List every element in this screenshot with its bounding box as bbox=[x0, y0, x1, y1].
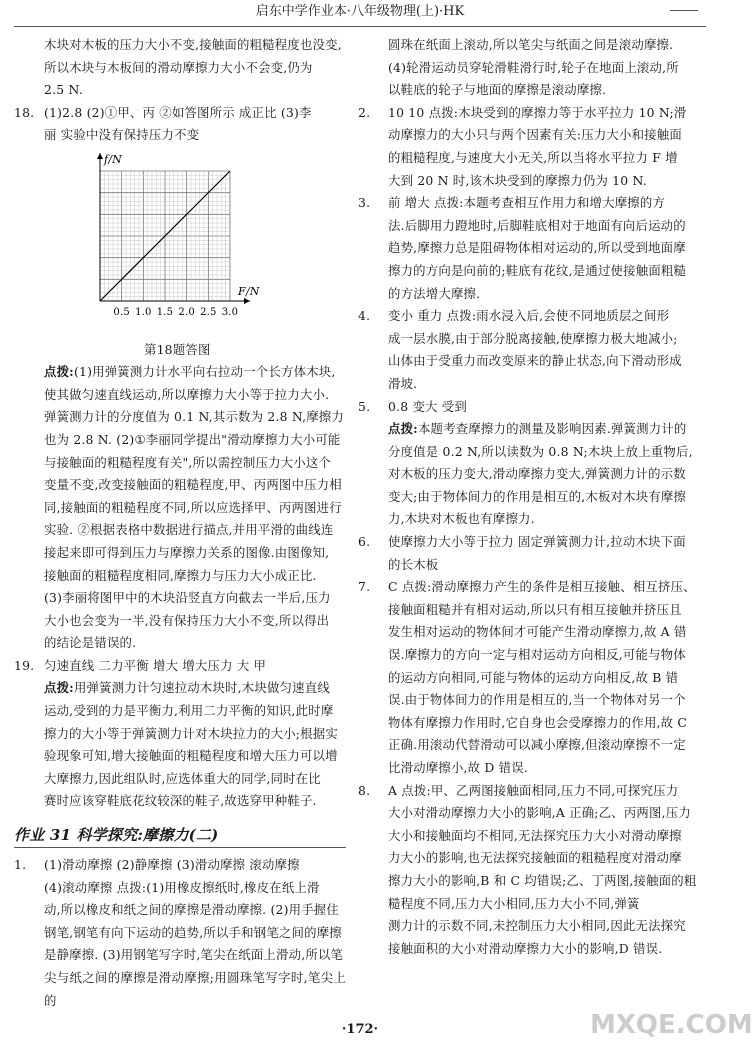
hint-line: 接起来即可得到压力与摩擦力关系的图像.由图像知, bbox=[44, 544, 330, 560]
header-title: 启东中学作业本·八年级物理(上)·HK bbox=[255, 4, 465, 19]
answer-line: (4)滚动摩擦 点拨:(1)用橡皮擦纸时,橡皮在纸上滑 bbox=[44, 879, 320, 895]
answer-line: 10 10 点拨:木块受到的摩擦力等于水平拉力 10 N;滑 bbox=[388, 104, 687, 120]
answer-line: 发生相对运动的物体间才可能产生滑动摩擦力,故 A 错 bbox=[388, 624, 687, 640]
text-line: 所以木块与木板间的滑动摩擦力大小不会变,仍为 bbox=[44, 59, 313, 75]
q1-continuation bbox=[358, 34, 708, 102]
answer-line: 接触面粗糙并有相对运动,所以只有相互接触并挤压且 bbox=[388, 601, 682, 617]
x-tick-label: 1.5 bbox=[156, 306, 174, 318]
header-rule bbox=[14, 26, 706, 27]
x-tick-label: 0.5 bbox=[113, 306, 130, 318]
hint-line: 实验. ②根据表格中数据进行描点,并用平滑的曲线连 bbox=[44, 522, 334, 538]
question-number: 5. bbox=[358, 398, 371, 414]
hint-line: 验现象可知,增大接触面的粗糙程度和增大压力可以增 bbox=[44, 748, 338, 764]
answer-line: 使摩擦力大小等于拉力 固定弹簧测力计,拉动木块下面 bbox=[388, 534, 686, 550]
answer-line: 正确.用滚动代替滑动可以减小摩擦,但滚动摩擦不一定 bbox=[388, 737, 686, 753]
question-1 bbox=[14, 854, 346, 1012]
answer-line: 尖与纸之间的摩擦是滑动摩擦;用圆珠笔写字时,笔尖上的 bbox=[44, 970, 346, 1008]
hint-line: 运动,受到的力是平衡力,利用二力平衡的知识,此时摩 bbox=[44, 703, 334, 719]
question-5 bbox=[358, 396, 708, 532]
answer-line: 山体由于受重力而改变原来的静止状态,向下滑动形成 bbox=[388, 353, 682, 369]
answer-line: 法.后脚用力蹬地时,后脚鞋底相对于地面有向后运动的 bbox=[388, 217, 686, 233]
hint-line: 弹簧测力计的分度值为 0.1 N,其示数为 2.8 N,摩擦力 bbox=[44, 409, 344, 425]
answer-line: 擦力的方向是向前的;鞋底有花纹,是通过使接触面粗糙 bbox=[388, 262, 687, 278]
chart-caption: 第18题答图 bbox=[144, 341, 211, 357]
answer-line: 成一层水膜,由于部分脱离接触,使摩擦力极大地减小; bbox=[388, 330, 678, 346]
answer-line: 的粗糙程度,与速度大小无关,所以当将水平拉力 F 增 bbox=[388, 149, 678, 165]
hint-label: 点拨: bbox=[388, 421, 418, 437]
answer-line: 趋势,摩擦力总是阻碍物体相对运动的,所以受到地面摩 bbox=[388, 240, 686, 256]
hint-line: 的结论是错误的. bbox=[44, 635, 137, 651]
answer-line: C 点拨:滑动摩擦力产生的条件是相互接触、相互挤压、 bbox=[388, 579, 696, 595]
hint-label: 点拨: bbox=[44, 364, 74, 380]
answer-line: 是静摩擦. (3)用钢笔写字时,笔尖在纸面上滑动,所以笔 bbox=[44, 947, 344, 963]
answer-line: 误.摩擦力的方向一定与相对运动方向相反,可能与物体 bbox=[388, 647, 686, 663]
header-dash bbox=[670, 10, 698, 11]
text-line: 2.5 N. bbox=[44, 82, 83, 98]
hint-label: 点拨: bbox=[44, 680, 74, 696]
question-18 bbox=[14, 102, 346, 147]
hint-line: 对木板的压力变大,滑动摩擦力变大,弹簧测力计的示数 bbox=[388, 466, 686, 482]
page-number: ·172· bbox=[341, 1022, 379, 1037]
question-number: 1. bbox=[14, 857, 27, 873]
hint-line: 用弹簧测力计匀速拉动木块时,木块做匀速直线 bbox=[73, 680, 330, 696]
right-column bbox=[358, 34, 708, 960]
text-line: 圆珠在纸面上滚动,所以笔尖与纸面之间是滚动摩擦. bbox=[388, 37, 674, 52]
hint-line: 大摩擦力,因此组队时,应选体重大的同学,同时在比 bbox=[44, 770, 321, 786]
question-number: 7. bbox=[358, 579, 371, 595]
question-7 bbox=[358, 576, 708, 779]
hint-line: 使其做匀速直线运动,所以摩擦力大小等于拉力大小. bbox=[44, 386, 330, 402]
answer-line: (1)滑动摩擦 (2)静摩擦 (3)滑动摩擦 滚动摩擦 bbox=[44, 857, 300, 873]
answer-line: 大小和接触面均不相同,无法探究压力大小对滑动摩擦 bbox=[388, 827, 682, 843]
answer-line: 大到 20 N 时,该木块受到的摩擦力仍为 10 N. bbox=[388, 172, 647, 188]
answer-line: A 点拨:甲、乙两图接触面相同,压力不同,可探究压力 bbox=[388, 782, 679, 798]
question-2 bbox=[358, 102, 708, 192]
answer-line: 前 增大 点拨:本题考查相互作用力和增大摩擦的方 bbox=[388, 195, 666, 211]
answer-line: 糙程度不同,压力大小相同,压力大小不同,弹簧 bbox=[388, 895, 640, 911]
question-8 bbox=[358, 780, 708, 961]
answer-line: 测力计的示数不同,未控制压力大小相同,因此无法探究 bbox=[388, 918, 686, 934]
y-axis-arrow bbox=[97, 153, 103, 159]
question-number: 8. bbox=[358, 782, 371, 798]
question-number: 19. bbox=[14, 657, 35, 673]
question-number: 3. bbox=[358, 195, 371, 211]
watermark-logo: MXQE.COM bbox=[590, 1010, 753, 1040]
answer-line: 的运动方向相同,可能与物体的运动方向相反,故 B 错 bbox=[388, 669, 679, 685]
x-axis-arrow bbox=[244, 298, 250, 304]
hint-line: 本题考查摩擦力的测量及影响因素.弹簧测力计的 bbox=[417, 421, 687, 437]
hint-line: 赛时应该穿鞋底花纹较深的鞋子,故选穿甲种鞋子. bbox=[44, 793, 317, 809]
hint-line: 擦力的大小等于弹簧测力计对木块拉力的大小;根据实 bbox=[44, 725, 338, 741]
x-axis-label: F/N bbox=[238, 284, 260, 298]
hint-line: (3)李丽将图甲中的木块沿竖直方向截去一半后,压力 bbox=[44, 590, 331, 606]
hint-line: 接触面的粗糙程度相同,摩擦力与压力大小成正比. bbox=[44, 567, 317, 583]
hint-line: 与接触面的粗糙程度有关",所以需控制压力大小这个 bbox=[44, 454, 332, 470]
text-line: (4)轮滑运动员穿轮滑鞋滑行时,轮子在地面上滚动,所 bbox=[388, 59, 679, 75]
question-4 bbox=[358, 305, 708, 395]
hint-line: 力,木块对木板也有摩擦力. bbox=[388, 511, 535, 527]
hint-line: 变量不变,改变接触面的粗糙程度,甲、丙两图中压力相 bbox=[44, 477, 342, 493]
text-line: 木块对木板的压力大小不变,接触面的粗糙程度也没变, bbox=[44, 37, 342, 52]
answer-line: 钢笔,钢笔有向下运动的趋势,所以手和钢笔之间的摩擦 bbox=[44, 924, 342, 940]
answer-line: 接触面积的大小对滑动摩擦力大小的影响,D 错误. bbox=[388, 940, 663, 956]
q17-continuation bbox=[14, 34, 346, 102]
answer-line: 的长木板 bbox=[388, 556, 439, 572]
question-19 bbox=[14, 655, 346, 813]
question-3 bbox=[358, 192, 708, 305]
answer-line: 动,所以橡皮和纸之间的摩擦是滑动摩擦. (2)用手握住 bbox=[44, 902, 339, 918]
page-header bbox=[0, 0, 720, 30]
hint-line: (1)用弹簧测力计水平向右拉动一个长方体木块, bbox=[73, 364, 336, 380]
hint-line: 变大;由于物体间力的作用是相互的,木板对木块有摩擦 bbox=[388, 488, 687, 504]
answer-line: 大小对滑动摩擦力大小的影响,A 正确;乙、丙两图,压力 bbox=[388, 805, 691, 821]
x-tick-label: 3.0 bbox=[221, 306, 239, 318]
hint-line: 同,接触面的粗糙程度不同,所以应选择甲、丙两图进行 bbox=[44, 499, 342, 515]
question-6 bbox=[358, 531, 708, 576]
question-number: 18. bbox=[14, 104, 35, 120]
y-axis-label: f/N bbox=[104, 152, 123, 166]
answer-line: 丽 实验中没有保持压力不变 bbox=[44, 127, 200, 143]
q18-hint bbox=[14, 361, 346, 655]
x-tick-label: 1.0 bbox=[135, 306, 152, 318]
answer-line: 力大小的影响,也无法探究接触面的粗糙程度对滑动摩 bbox=[388, 850, 682, 866]
hint-line: 分度值是 0.2 N,所以读数为 0.8 N;木块上放上重物后, bbox=[388, 443, 693, 459]
hint-line: 也为 2.8 N. (2)①李丽同学提出"滑动摩擦力大小可能 bbox=[44, 431, 341, 447]
answer-line: 0.8 变大 受到 bbox=[388, 398, 467, 414]
answer-line: (1)2.8 (2)①甲、丙 ②如答图所示 成正比 (3)李 bbox=[44, 104, 312, 120]
answer-line: 误.由于物体间力的作用是相互的,当一个物体对另一个 bbox=[388, 692, 686, 708]
question-number: 4. bbox=[358, 308, 371, 324]
answer-line: 变小 重力 点拨:雨水浸入后,会使不同地质层之间形 bbox=[388, 308, 670, 324]
x-tick-label: 2.5 bbox=[200, 306, 217, 318]
answer-line: 动摩擦力的大小只与两个因素有关:压力大小和接触面 bbox=[388, 127, 682, 143]
answer-line: 物体有摩擦力作用时,它自身也会受摩擦力的作用,故 C bbox=[388, 714, 688, 730]
question-number: 6. bbox=[358, 534, 371, 550]
section-title: 作业 31 科学探究:摩擦力(二) bbox=[14, 823, 346, 848]
left-column bbox=[14, 34, 346, 1012]
text-line: 以鞋底的轮子与地面的摩擦是滚动摩擦. bbox=[388, 82, 607, 98]
answer-line: 擦力大小的影响,B 和 C 均错误;乙、丁两图,接触面的粗 bbox=[388, 872, 697, 888]
hint-line: 大小也会变为一半,没有保持压力大小不变,所以得出 bbox=[44, 612, 330, 628]
answer-line: 匀速直线 二力平衡 增大 增大压力 大 甲 bbox=[44, 657, 267, 673]
x-tick-label: 2.0 bbox=[178, 306, 195, 318]
answer-line: 滑坡. bbox=[388, 375, 418, 391]
answer-line: 比滑动摩擦小,故 D 错误. bbox=[388, 760, 529, 775]
answer-line: 的方法增大摩擦. bbox=[388, 285, 481, 301]
question-number: 2. bbox=[358, 104, 371, 120]
friction-force-chart bbox=[74, 151, 274, 331]
